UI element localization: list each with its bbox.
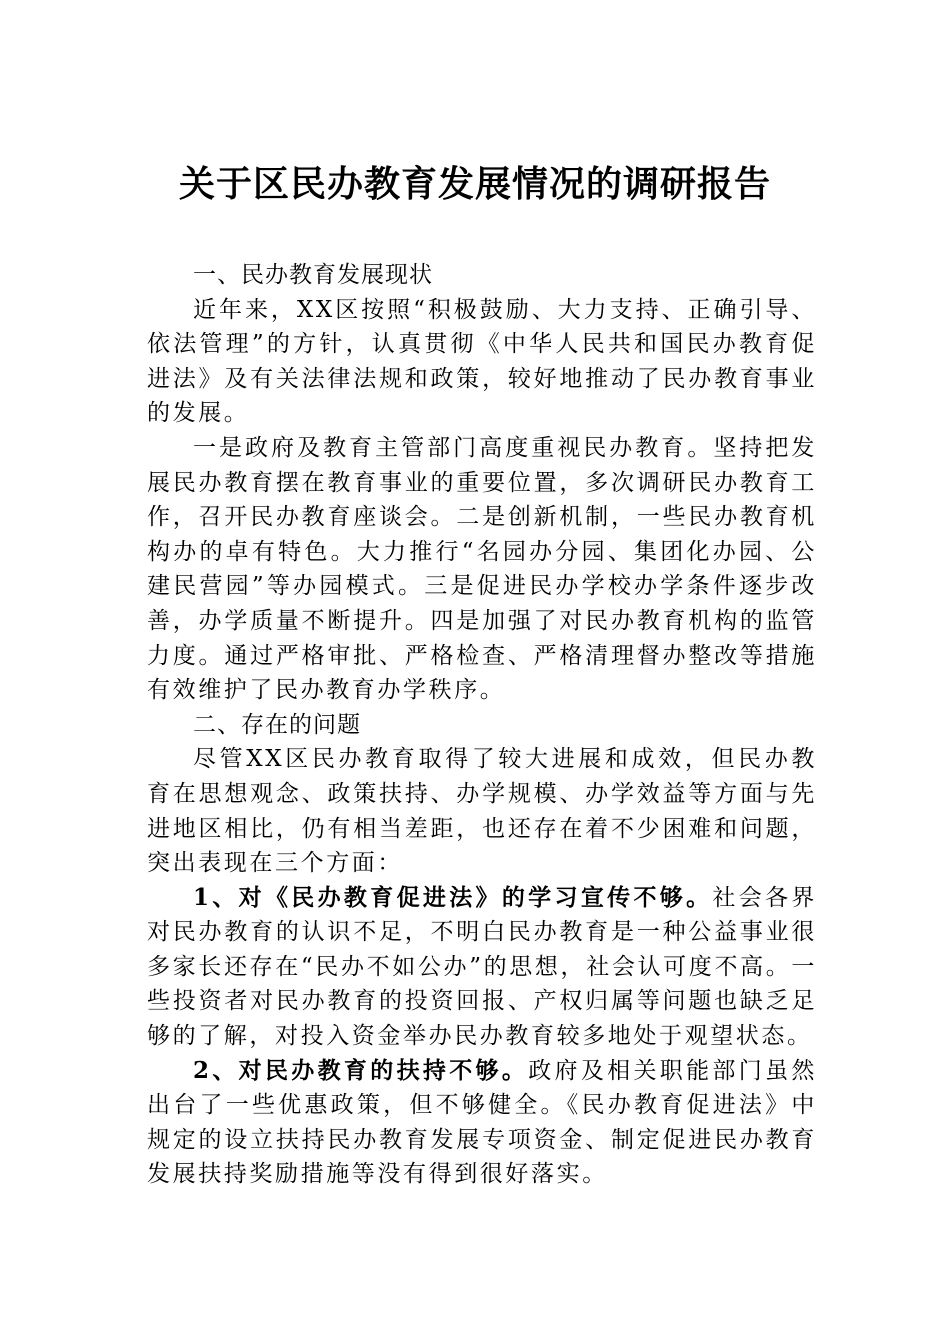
section-heading-status: 一、民办教育发展现状 xyxy=(193,262,433,288)
paragraph: 尽管XX区民办教育取得了较大进展和成效，但民办教育在思想观念、政策扶持、办学规模、办学效益等方面与先进地区相比，仍有相当差距，也还存在着不少困难和问题，突出表现在三个方面： xyxy=(147,746,817,877)
section-heading-problems: 二、存在的问题 xyxy=(193,711,361,738)
problem-point-text: 社会各界对民办教育的认识不足，不明白民办教育是一种公益事业很多家长还存在“民办不如公办”的思想，社会认可度不高。一些投资者对民办教育的投资回报、产权归属等问题也缺乏足够的了解，对投入资金举办民办教育较多地处于观望状态。 xyxy=(147,884,817,1050)
problem-point-text: 政府及相关职能部门虽然出台了一些优惠政策，但不够健全。《民办教育促进法》中规定的设立扶持民办教育发展专项资金、制定促进民办教育发展扶持奖励措施等没有得到很好落实。 xyxy=(147,1057,817,1188)
problem-point xyxy=(147,881,817,1054)
document-body xyxy=(147,258,817,1192)
problem-point-lead: 2、对民办教育的扶持不够。 xyxy=(193,1056,529,1084)
problem-point-lead: 1、对《民办教育促进法》的学习宣传不够。 xyxy=(193,883,713,911)
document-title: 关于区民办教育发展情况的调研报告 xyxy=(178,163,771,205)
paragraph: 近年来，XX区按照“积极鼓励、大力支持、正确引导、依法管理”的方针，认真贯彻《中华人民共和国民办教育促进法》及有关法律法规和政策，较好地推动了民办教育事业的发展。 xyxy=(147,296,817,427)
problem-point xyxy=(147,1054,817,1192)
paragraph: 一是政府及教育主管部门高度重视民办教育。坚持把发展民办教育摆在教育事业的重要位置，多次调研民办教育工作，召开民办教育座谈会。二是创新机制，一些民办教育机构办的卓有特色。大力推行“名园办分园、集团化办园、公建民营园”等办园模式。三是促进民办学校办学条件逐步改善，办学质量不断提升。四是加强了对民办教育机构的监管力度。通过严格审批、严格检查、严格清理督办整改等措施有效维护了民办教育办学秩序。 xyxy=(147,434,817,704)
